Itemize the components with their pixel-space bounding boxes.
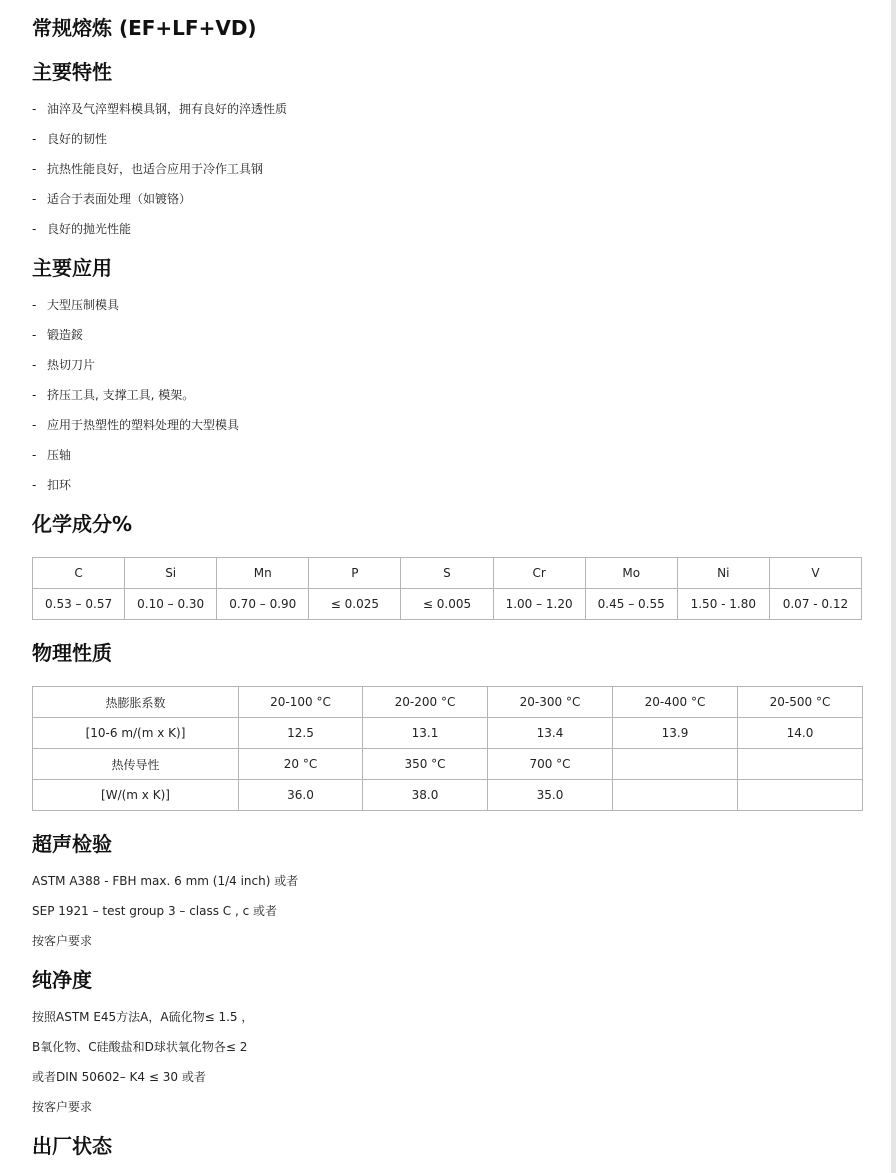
table-cell: 36.0: [239, 780, 363, 811]
purity-line: 按照ASTM E45方法A，A硫化物≤ 1.5 ，: [32, 1010, 254, 1024]
table-row: [33, 780, 863, 811]
physical-table: [32, 686, 863, 811]
list-item: - 压轴: [32, 448, 72, 462]
purity-line: 按客户要求: [32, 1100, 93, 1114]
table-header-cell: Cr: [493, 558, 585, 589]
table-cell: ≤ 0.025: [309, 589, 401, 620]
chemistry-heading: 化学成分%: [32, 512, 133, 536]
list-item: - 良好的韧性: [32, 132, 108, 146]
table-cell: [738, 749, 863, 780]
table-header-cell: Mo: [585, 558, 677, 589]
list-item: - 扣环: [32, 478, 72, 492]
table-cell: 0.45 – 0.55: [585, 589, 677, 620]
table-cell: 35.0: [488, 780, 613, 811]
chemistry-table: [32, 557, 862, 620]
table-cell: [613, 780, 738, 811]
table-header-cell: Si: [125, 558, 217, 589]
table-cell: 热膨胀系数: [33, 687, 239, 718]
list-item: - 应用于热塑性的塑料处理的大型模具: [32, 418, 240, 432]
table-cell: 20 °C: [239, 749, 363, 780]
table-cell: 13.9: [613, 718, 738, 749]
table-header-cell: Mn: [217, 558, 309, 589]
table-row: [33, 589, 862, 620]
table-cell: 20-400 °C: [613, 687, 738, 718]
table-cell: 0.10 – 0.30: [125, 589, 217, 620]
list-item: - 抗热性能良好，也适合应用于冷作工具钢: [32, 162, 264, 176]
list-item: - 大型压制模具: [32, 298, 120, 312]
ultrasonic-line: ASTM A388 - FBH max. 6 mm (1/4 inch) 或者: [32, 874, 299, 888]
page-title: 常规熔炼 (EF+LF+VD): [32, 16, 257, 40]
list-item: - 油淬及气淬塑料模具钢，拥有良好的淬透性质: [32, 102, 288, 116]
list-item: - 适合于表面处理（如镀铬）: [32, 192, 192, 206]
table-cell: ≤ 0.005: [401, 589, 493, 620]
page-edge-divider: [891, 0, 896, 1173]
table-cell: 13.1: [363, 718, 488, 749]
table-row: [33, 687, 863, 718]
table-cell: 1.00 – 1.20: [493, 589, 585, 620]
purity-line: B氧化物、C硅酸盐和D球状氧化物各≤ 2: [32, 1040, 248, 1054]
purity-heading: 纯净度: [32, 968, 92, 992]
table-cell: [738, 780, 863, 811]
main-features-heading: 主要特性: [32, 60, 112, 84]
table-cell: 热传导性: [33, 749, 239, 780]
table-cell: 12.5: [239, 718, 363, 749]
table-cell: 38.0: [363, 780, 488, 811]
table-cell: [613, 749, 738, 780]
table-cell: [10-6 m/(m x K)]: [33, 718, 239, 749]
table-cell: 350 °C: [363, 749, 488, 780]
table-header-cell: P: [309, 558, 401, 589]
table-cell: 700 °C: [488, 749, 613, 780]
table-cell: 0.70 – 0.90: [217, 589, 309, 620]
purity-line: 或者DIN 50602– K4 ≤ 30 或者: [32, 1070, 206, 1084]
table-header-cell: V: [769, 558, 861, 589]
ultrasonic-line: 按客户要求: [32, 934, 93, 948]
ultrasonic-line: SEP 1921 – test group 3 – class C , c 或者: [32, 904, 278, 918]
table-cell: 13.4: [488, 718, 613, 749]
table-cell: 14.0: [738, 718, 863, 749]
table-cell: 1.50 - 1.80: [677, 589, 769, 620]
table-cell: 20-200 °C: [363, 687, 488, 718]
table-cell: 20-100 °C: [239, 687, 363, 718]
table-header-cell: Ni: [677, 558, 769, 589]
table-row: [33, 718, 863, 749]
table-row: [33, 749, 863, 780]
list-item: - 锻造鋖: [32, 328, 84, 342]
list-item: - 挤压工具, 支撑工具, 模架。: [32, 388, 195, 402]
ultrasonic-heading: 超声检验: [32, 832, 112, 856]
applications-heading: 主要应用: [32, 256, 112, 280]
table-row: [33, 558, 862, 589]
list-item: - 良好的抛光性能: [32, 222, 132, 236]
physical-heading: 物理性质: [32, 641, 112, 665]
list-item: - 热切刀片: [32, 358, 96, 372]
table-cell: 20-300 °C: [488, 687, 613, 718]
table-cell: 20-500 °C: [738, 687, 863, 718]
delivery-heading: 出厂状态: [32, 1134, 112, 1158]
table-cell: [W/(m x K)]: [33, 780, 239, 811]
table-header-cell: S: [401, 558, 493, 589]
table-cell: 0.07 - 0.12: [769, 589, 861, 620]
table-cell: 0.53 – 0.57: [33, 589, 125, 620]
table-header-cell: C: [33, 558, 125, 589]
